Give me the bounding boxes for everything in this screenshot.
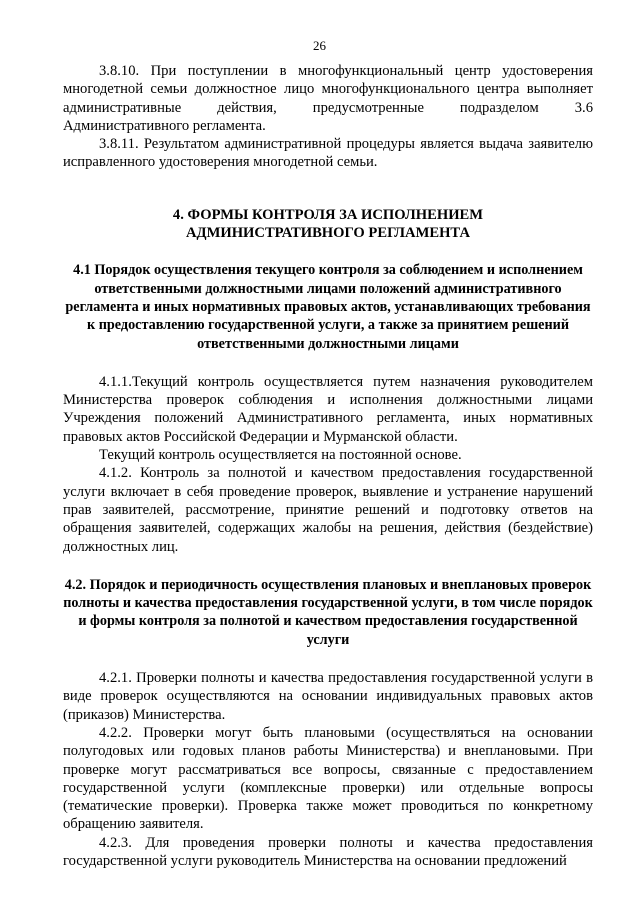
subsection-4-2-title: 4.2. Порядок и периодичность осуществления плановых и внеплановых проверок полноты и качества предоставления государственной услуги, в том числе порядок и формы контроля за полнотой и качеством предоставления государственной услуги bbox=[63, 576, 593, 648]
section-title bbox=[63, 206, 593, 243]
subsection-4-1-title: 4.1 Порядок осуществления текущего контроля за соблюдением и исполнением ответственными должностными лицами положений административного регламента и иных нормативных правовых актов, устанавливающих требования к предоставлению государственной услуги, а также за принятием решений ответственными должностными лицами bbox=[65, 262, 591, 352]
paragraph-4-1-1: 4.1.1.Текущий контроль осуществляется путем назначения руководителем Министерства проверок соблюдения и исполнения должностными лицами Учреждения положений Административного регламента, иных нормативных правовых актов Российской Федерации и Мурманской области. bbox=[63, 373, 593, 445]
section-title-text: 4. ФОРМЫ КОНТРОЛЯ ЗА ИСПОЛНЕНИЕМ АДМИНИСТРАТИВНОГО РЕГЛАМЕНТА bbox=[172, 206, 484, 242]
page-content bbox=[63, 62, 593, 870]
paragraph-4-2-2: 4.2.2. Проверки могут быть плановыми (осуществляться на основании полугодовых или годовых планов работы Министерства) и внеплановыми. При проверке могут рассматриваться все вопросы, связанные с предоставлением государственной услуги (комплексные проверки) или отдельные вопросы (тематические проверки). Проверка также может проводиться по конкретному обращению заявителя. bbox=[63, 724, 593, 833]
paragraph-4-2-1: 4.2.1. Проверки полноты и качества предоставления государственной услуги в виде проверок осуществляются на основании индивидуальных правовых актов (приказов) Министерства. bbox=[63, 670, 593, 723]
page-number: 26 bbox=[313, 38, 326, 53]
paragraph-3-8-11: 3.8.11. Результатом административной процедуры является выдача заявителю исправленного удостоверения многодетной семьи. bbox=[63, 136, 593, 171]
paragraph-4-1-2: 4.1.2. Контроль за полнотой и качеством предоставления государственной услуги включает в себя проведение проверок, выявление и устранение нарушений прав заявителей, рассмотрение, принятие решений и подготовку ответов на обращения заявителей, содержащих жалобы на решения, действия (бездействие) должностных лиц. bbox=[63, 465, 593, 555]
paragraph-3-8-10: 3.8.10. При поступлении в многофункциональный центр удостоверения многодетной семьи должностное лицо многофункционального центра выполняет административные действия, предусмотренные подразделом 3.6 Административного регламента. bbox=[63, 63, 593, 134]
paragraph-current-control: Текущий контроль осуществляется на постоянной основе. bbox=[99, 447, 462, 464]
paragraph-4-2-3: 4.2.3. Для проведения проверки полноты и качества предоставления государственной услуги руководитель Министерства на основании предложений bbox=[63, 834, 593, 869]
